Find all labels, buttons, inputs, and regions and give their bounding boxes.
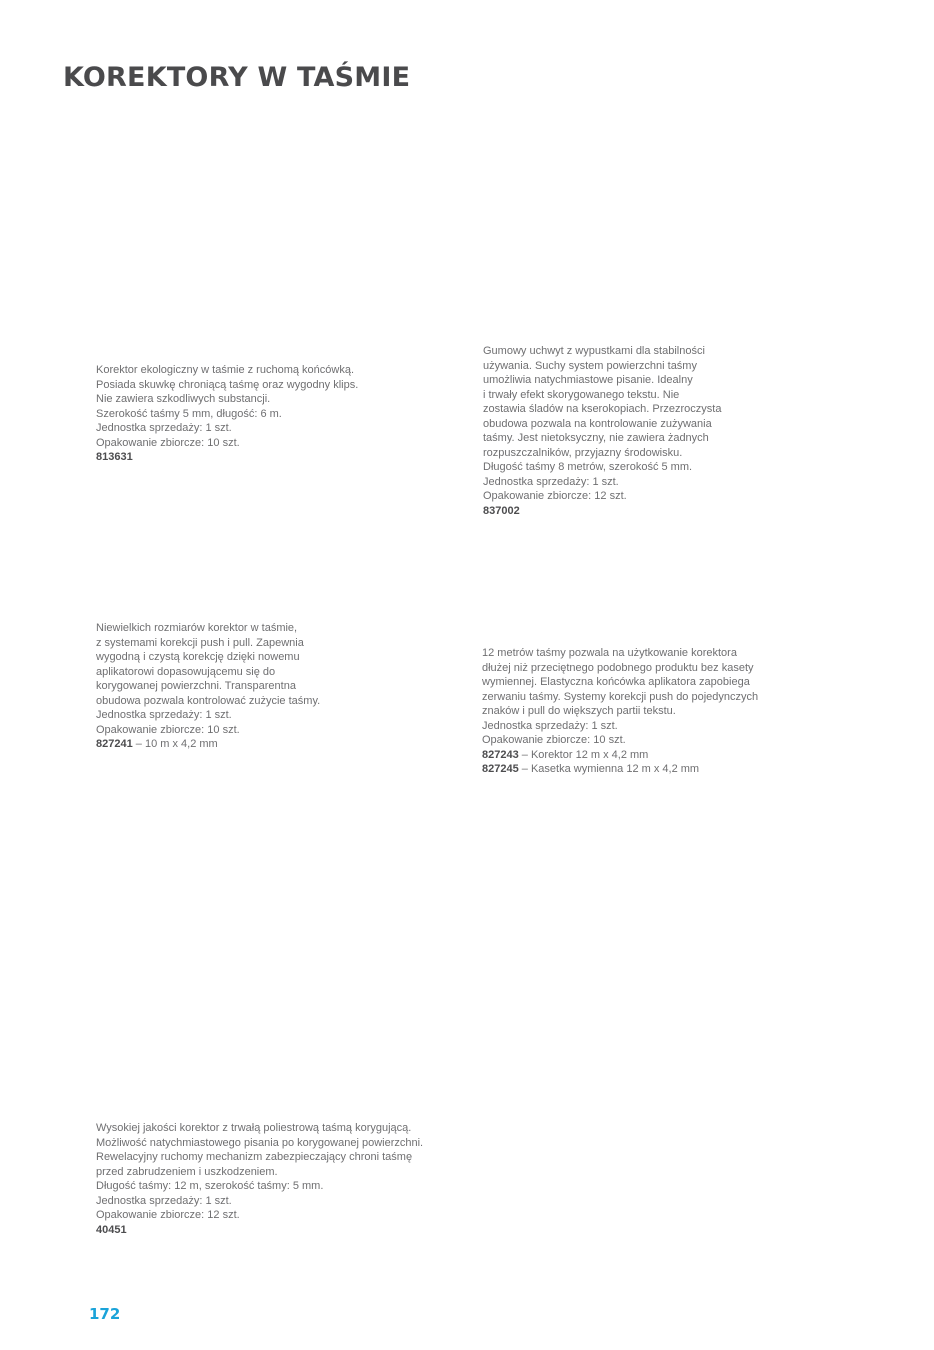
product-code: 837002 <box>483 504 520 517</box>
description-line: zerwaniu taśmy. Systemy korekcji push do pojedynczych <box>482 690 759 703</box>
product-description-813631 <box>96 363 358 465</box>
description-line: i trwały efekt skorygowanego tekstu. Nie <box>483 388 680 401</box>
description-line: Gumowy uchwyt z wypustkami dla stabilności <box>483 345 705 357</box>
description-line: Opakowanie zbiorcze: 10 szt. <box>96 436 240 449</box>
product-code: 827245 <box>482 763 519 775</box>
description-line: Długość taśmy 8 metrów, szerokość 5 mm. <box>483 461 693 473</box>
description-line: Posiada skuwkę chroniącą taśmę oraz wygodny klips. <box>96 378 359 391</box>
description-line: korygowanej powierzchni. Transparentna <box>96 680 296 692</box>
product-code-row <box>96 450 358 465</box>
product-code-row <box>483 504 721 519</box>
description-line: Jednostka sprzedaży: 1 szt. <box>96 422 232 434</box>
description-line: obudowa pozwala na kontrolowanie zużywania <box>483 417 712 430</box>
description-line: Możliwość natychmiastowego pisania po korygowanej powierzchni. <box>96 1136 424 1149</box>
description-line: Opakowanie zbiorcze: 10 szt. <box>96 723 240 736</box>
description-line: obudowa pozwala kontrolować zużycie taśmy. <box>96 694 321 707</box>
description-line: Niewielkich rozmiarów korektor w taśmie, <box>96 622 298 634</box>
product-description-837002 <box>483 344 721 518</box>
description-line: Szerokość taśmy 5 mm, długość: 6 m. <box>96 407 282 420</box>
description-line: Jednostka sprzedaży: 1 szt. <box>96 709 232 721</box>
description-line: Nie zawiera szkodliwych substancji. <box>96 393 271 405</box>
product-code-description: – Korektor 12 m x 4,2 mm <box>518 748 649 761</box>
description-line: aplikatorowi dopasowującemu się do <box>96 665 276 678</box>
product-code-description: – 10 m x 4,2 mm <box>132 738 218 750</box>
description-line: Opakowanie zbiorcze: 12 szt. <box>96 1209 240 1221</box>
product-code-row <box>482 762 758 777</box>
description-line: rozpuszczalników, przyjazny środowisku. <box>483 446 683 459</box>
description-line: zostawia śladów na kserokopiach. Przezroczysta <box>483 403 722 415</box>
product-code: 813631 <box>96 451 133 463</box>
description-line: wygodną i czystą korekcję dzięki nowemu <box>96 651 300 663</box>
description-line: znaków i pull do większych partii tekstu. <box>482 705 676 717</box>
description-line: Opakowanie zbiorcze: 12 szt. <box>483 490 627 502</box>
description-line: Jednostka sprzedaży: 1 szt. <box>482 719 618 732</box>
description-line: dłużej niż przeciętnego podobnego produktu bez kasety <box>482 661 754 674</box>
product-code-description: – Kasetka wymienna 12 m x 4,2 mm <box>518 763 700 775</box>
page-title: KOREKTORY W TAŚMIE <box>63 62 411 93</box>
description-line: Rewelacyjny ruchomy mechanizm zabezpieczający chroni taśmę <box>96 1151 413 1163</box>
product-code-row <box>96 1223 423 1238</box>
description-line: 12 metrów taśmy pozwala na użytkowanie korektora <box>482 647 737 659</box>
description-line: Długość taśmy: 12 m, szerokość taśmy: 5 mm. <box>96 1180 324 1192</box>
product-code-row <box>96 737 320 752</box>
description-line: Jednostka sprzedaży: 1 szt. <box>483 475 619 488</box>
description-line: Jednostka sprzedaży: 1 szt. <box>96 1194 232 1207</box>
product-code-row <box>482 748 758 763</box>
product-description-827241 <box>96 621 320 752</box>
product-code: 827243 <box>482 748 519 761</box>
product-description-827243 <box>482 646 758 777</box>
description-line: umożliwia natychmiastowe pisanie. Idealny <box>483 374 693 386</box>
page-number: 172 <box>89 1305 121 1323</box>
description-line: Wysokiej jakości korektor z trwałą poliestrową taśmą korygującą. <box>96 1122 412 1134</box>
product-code: 40451 <box>96 1223 127 1236</box>
description-line: wymiennej. Elastyczna końcówka aplikatora zapobiega <box>482 676 750 688</box>
product-code: 827241 <box>96 738 133 750</box>
description-line: Opakowanie zbiorcze: 10 szt. <box>482 734 626 746</box>
product-description-40451 <box>96 1121 423 1237</box>
description-line: przed zabrudzeniem i uszkodzeniem. <box>96 1165 278 1178</box>
description-line: Korektor ekologiczny w taśmie z ruchomą końcówką. <box>96 364 354 376</box>
description-line: używania. Suchy system powierzchni taśmy <box>483 359 697 372</box>
description-line: taśmy. Jest nietoksyczny, nie zawiera żadnych <box>483 432 709 444</box>
description-line: z systemami korekcji push i pull. Zapewnia <box>96 636 304 649</box>
